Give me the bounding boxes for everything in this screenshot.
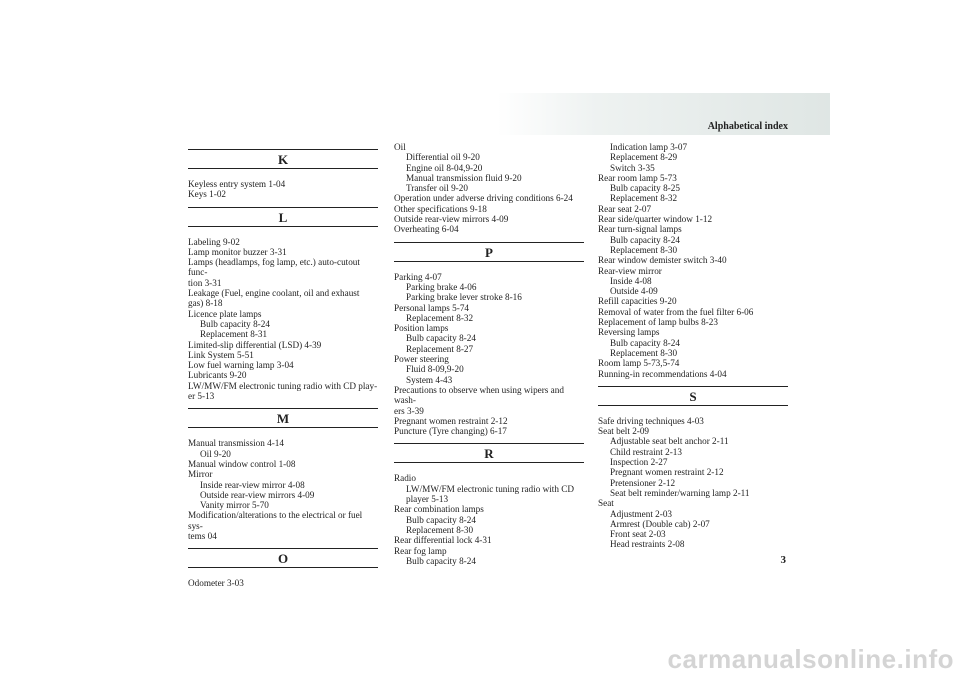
index-entry: Mirror (188, 469, 213, 480)
index-subentry: Bulb capacity 8-24 (200, 318, 270, 329)
index-entry: Precautions to observe when using wipers and wash- (394, 384, 564, 406)
index-entry: Odometer 3-03 (188, 578, 244, 589)
index-subentry: LW/MW/FM electronic tuning radio with CD (406, 483, 574, 494)
index-subentry: Head restraints 2-08 (610, 539, 685, 550)
index-subentry: Replacement 8-30 (610, 347, 678, 358)
index-entry: Operation under adverse driving conditions 6-24 (394, 193, 573, 204)
index-entry: Pregnant women restraint 2-12 (394, 415, 508, 426)
index-entry: Rear-view mirror (598, 265, 662, 276)
index-entry: Rear side/quarter window 1-12 (598, 214, 713, 225)
index-subentry: Transfer oil 9-20 (406, 183, 468, 194)
index-subentry: Outside rear-view mirrors 4-09 (200, 489, 315, 500)
index-entry: Licence plate lamps (188, 308, 262, 319)
index-entry: er 5-13 (188, 391, 215, 402)
index-entry: Power steering (394, 354, 449, 365)
section-heading-p: P (394, 242, 584, 262)
index-entry: Leakage (Fuel, engine coolant, oil and exhaust (188, 288, 360, 299)
index-subentry: Inside rear-view mirror 4-08 (200, 479, 305, 490)
section-heading-r: R (394, 443, 584, 463)
index-entry: Rear turn-signal lamps (598, 224, 682, 235)
index-subentry: Bulb capacity 8-25 (610, 183, 680, 194)
index-entry: Parking 4-07 (394, 271, 442, 282)
index-entry: tems 04 (188, 531, 217, 542)
index-subentry: Indication lamp 3-07 (610, 142, 688, 152)
index-entry: Puncture (Tyre changing) 6-17 (394, 426, 507, 437)
index-entry: Room lamp 5-73,5-74 (598, 358, 680, 369)
index-entry: ers 3-39 (394, 405, 424, 416)
section-heading-o: O (188, 548, 378, 568)
index-subentry: Bulb capacity 8-24 (406, 333, 476, 344)
index-subentry: Pretensioner 2-12 (610, 477, 676, 488)
index-entry: tion 3-31 (188, 277, 222, 288)
index-entry: Rear room lamp 5-73 (598, 172, 677, 183)
index-subentry: Seat belt reminder/warning lamp 2-11 (610, 487, 750, 498)
section-heading-s: S (598, 386, 788, 406)
index-entry: Removal of water from the fuel filter 6-06 (598, 306, 754, 317)
index-subentry: Replacement 8-29 (610, 152, 678, 163)
index-entry: Rear window demister switch 3-40 (598, 255, 727, 266)
index-entry: Rear seat 2-07 (598, 203, 652, 214)
index-entry: Link System 5-51 (188, 349, 254, 360)
index-subentry: Replacement 8-27 (406, 343, 474, 354)
index-subentry: Pregnant women restraint 2-12 (610, 467, 724, 478)
index-entry: Rear fog lamp (394, 545, 447, 556)
index-entry: Personal lamps 5-74 (394, 302, 470, 313)
index-entry: Other specifications 9-18 (394, 203, 487, 214)
index-entry: Safe driving techniques 4-03 (598, 415, 704, 426)
index-entry: Oil (394, 142, 406, 152)
index-subentry: Vanity mirror 5-70 (200, 500, 269, 511)
index-subentry: System 4-43 (406, 374, 453, 385)
index-subentry: Inside 4-08 (610, 275, 652, 286)
index-subentry: Child restraint 2-13 (610, 446, 682, 457)
index-entry: Running-in recommendations 4-04 (598, 368, 727, 379)
index-entry: Outside rear-view mirrors 4-09 (394, 214, 509, 225)
site-watermark: carmanualsonline.info (667, 644, 954, 674)
index-subentry: Replacement 8-32 (610, 193, 678, 204)
section-heading-m: M (188, 408, 378, 428)
index-entry: LW/MW/FM electronic tuning radio with CD play- (188, 380, 378, 391)
section-heading-l: L (188, 207, 378, 227)
index-entry: Lamps (headlamps, fog lamp, etc.) auto-cutout func- (188, 257, 360, 278)
page-number: 3 (780, 554, 786, 566)
index-subentry: Replacement 8-30 (406, 524, 474, 535)
index-subentry: Manual transmission fluid 9-20 (406, 172, 522, 183)
page-header-title: Alphabetical index (707, 121, 788, 132)
index-entry: gas) 8-18 (188, 298, 223, 309)
index-column-1 (188, 149, 378, 589)
index-subentry: Bulb capacity 8-24 (610, 337, 680, 348)
index-entry: Labeling 9-02 (188, 236, 240, 247)
index-subentry: Inspection 2-27 (610, 457, 668, 468)
index-entry: Overheating 6-04 (394, 224, 459, 235)
index-entry: Low fuel warning lamp 3-04 (188, 360, 294, 371)
index-entry: Position lamps (394, 323, 449, 334)
index-subentry: Replacement 8-30 (610, 244, 678, 255)
index-subentry: Engine oil 8-04,9-20 (406, 162, 483, 173)
index-subentry: Switch 3-35 (610, 162, 655, 173)
index-entry: Rear differential lock 4-31 (394, 535, 492, 546)
index-subentry: Oil 9-20 (200, 448, 231, 459)
index-column-2 (394, 142, 584, 566)
index-entry: Keys 1-02 (188, 189, 227, 200)
index-subentry: Armrest (Double cab) 2-07 (610, 518, 710, 529)
index-entry: Replacement of lamp bulbs 8-23 (598, 317, 718, 328)
index-entry: Lamp monitor buzzer 3-31 (188, 246, 287, 257)
index-subentry: Front seat 2-03 (610, 529, 666, 540)
index-subentry: Parking brake 4-06 (406, 281, 477, 292)
index-subentry: Bulb capacity 8-24 (610, 234, 680, 245)
index-entry: Seat belt 2-09 (598, 426, 650, 437)
index-entry: Limited-slip differential (LSD) 4-39 (188, 339, 322, 350)
index-entry: Rear combination lamps (394, 504, 484, 515)
index-entry: Radio (394, 473, 416, 484)
index-subentry: Parking brake lever stroke 8-16 (406, 292, 522, 303)
index-subentry: Fluid 8-09,9-20 (406, 364, 464, 375)
index-subentry: player 5-13 (406, 494, 449, 505)
index-column-3 (598, 142, 788, 550)
index-subentry: Outside 4-09 (610, 286, 658, 297)
index-subentry: Replacement 8-31 (200, 329, 268, 340)
index-entry: Manual window control 1-08 (188, 458, 296, 469)
index-subentry: Adjustment 2-03 (610, 508, 673, 519)
index-entry: Reversing lamps (598, 327, 660, 338)
index-subentry: Bulb capacity 8-24 (406, 555, 476, 566)
index-subentry: Replacement 8-32 (406, 312, 474, 323)
index-subentry: Differential oil 9-20 (406, 152, 480, 163)
section-heading-k: K (188, 149, 378, 169)
index-entry: Seat (598, 498, 614, 509)
index-entry: Modification/alterations to the electrical or fuel sys- (188, 510, 363, 531)
index-entry: Refill capacities 9-20 (598, 296, 677, 307)
index-subentry: Bulb capacity 8-24 (406, 514, 476, 525)
index-entry: Manual transmission 4-14 (188, 438, 284, 449)
index-subentry: Adjustable seat belt anchor 2-11 (610, 436, 729, 447)
index-entry: Lubricants 9-20 (188, 370, 247, 381)
index-entry: Keyless entry system 1-04 (188, 179, 286, 189)
